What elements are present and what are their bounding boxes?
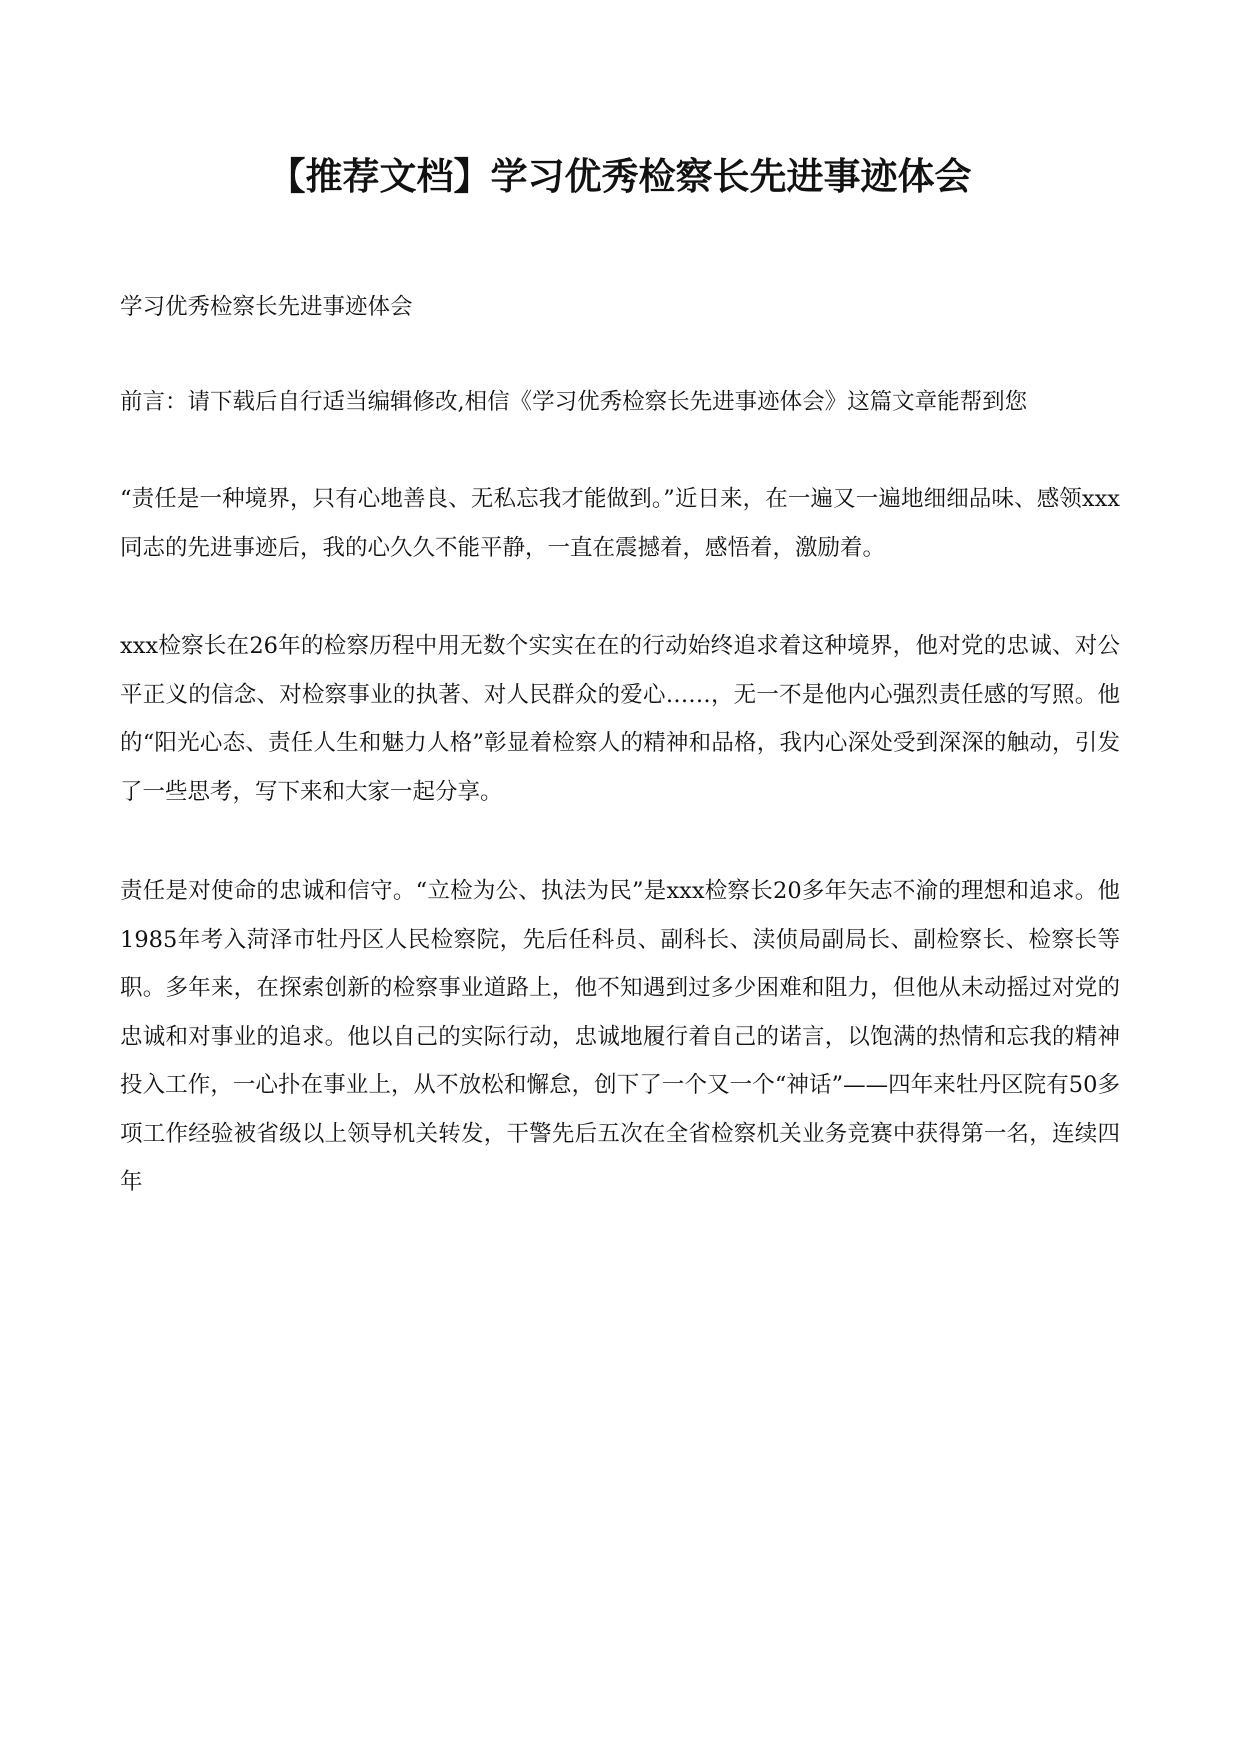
body-paragraph-2: xxx检察长在26年的检察历程中用无数个实实在在的行动始终追求着这种境界，他对党的忠诚、对公平正义的信念、对检察事业的执著、对人民群众的爱心……，无一不是他内心强烈责任感的写照。他的“阳光心态、责任人生和魅力人格”彰显着检察人的精神和品格，我内心深处受到深深的触动，引发了一些思考，写下来和大家一起分享。 (120, 633, 1120, 805)
document-subtitle: 学习优秀检察长先进事迹体会 (120, 294, 413, 320)
body-paragraph-3: 责任是对使命的忠诚和信守。“立检为公、执法为民”是xxx检察长20多年矢志不渝的理想和追求。他1985年考入菏泽市牡丹区人民检察院，先后任科员、副科长、渎侦局副局长、副检察长、检察长等职。多年来，在探索创新的检察事业道路上，他不知遇到过多少困难和阻力，但他从未动摇过对党的忠诚和对事业的追求。他以自己的实际行动，忠诚地履行着自己的诺言，以饱满的热情和忘我的精神投入工作，一心扑在事业上，从不放松和懈怠，创下了一个又一个“神话”——四年来牡丹区院有50多项工作经验被省级以上领导机关转发，干警先后五次在全省检察机关业务竞赛中获得第一名，连续四年 (120, 878, 1120, 1195)
document-title: 【推荐文档】学习优秀检察长先进事迹体会 (268, 154, 972, 198)
preface-paragraph: 前言：请下载后自行适当编辑修改,相信《学习优秀检察长先进事迹体会》这篇文章能帮到您 (120, 389, 1028, 415)
body-paragraph-1: “责任是一种境界，只有心地善良、无私忘我才能做到。”近日来，在一遍又一遍地细细品味、感领xxx同志的先进事迹后，我的心久久不能平静，一直在震撼着，感悟着，激励着。 (120, 486, 1120, 561)
